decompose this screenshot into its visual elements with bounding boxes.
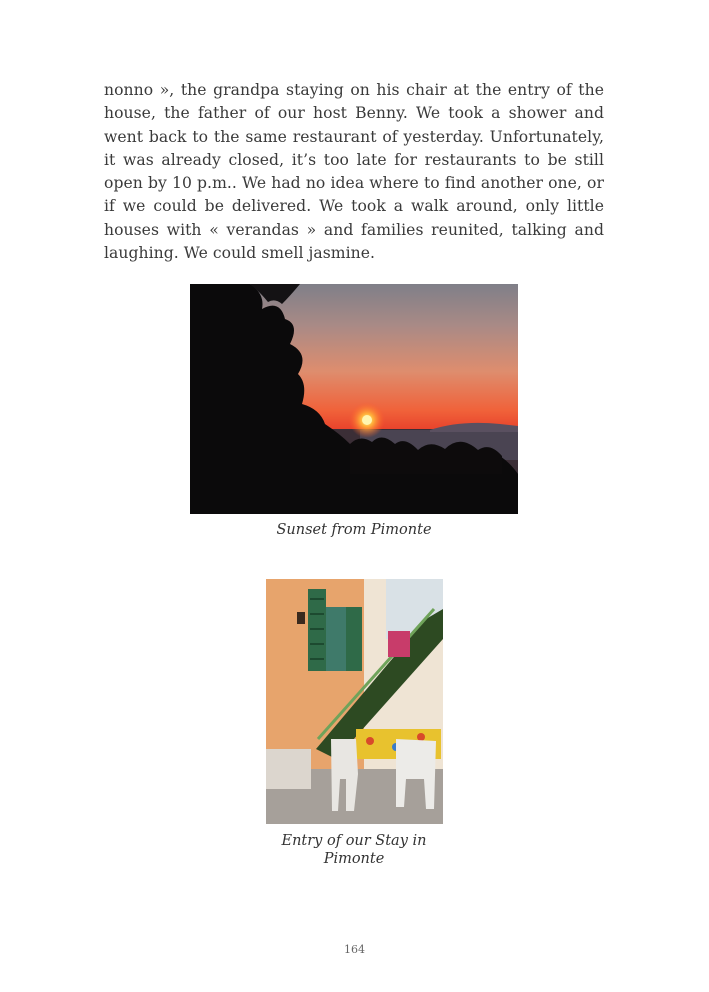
sunset-photo-figure: [190, 284, 518, 514]
entry-photo-caption: Entry of our Stay in Pimonte: [281, 833, 427, 867]
body-paragraph: nonno », the grandpa staying on his chair at the entry of the house, the father of our host Benny. We took a shower and went back to the same restaurant of yesterday. Unfortunately, it was already closed, it’s too late for restaurants to be still open by 10 p.m.. We had no idea where to find another one, or if we could be delivered. We took a walk around, only little houses with « verandas » and families reunited, talking and laughing. We could smell jasmine.: [104, 81, 604, 263]
entry-photo-figure: [266, 579, 443, 824]
entry-photo: [266, 579, 443, 824]
sunset-photo: [190, 284, 518, 514]
page-number: 164: [344, 943, 365, 956]
sunset-photo-caption: Sunset from Pimonte: [276, 522, 432, 538]
